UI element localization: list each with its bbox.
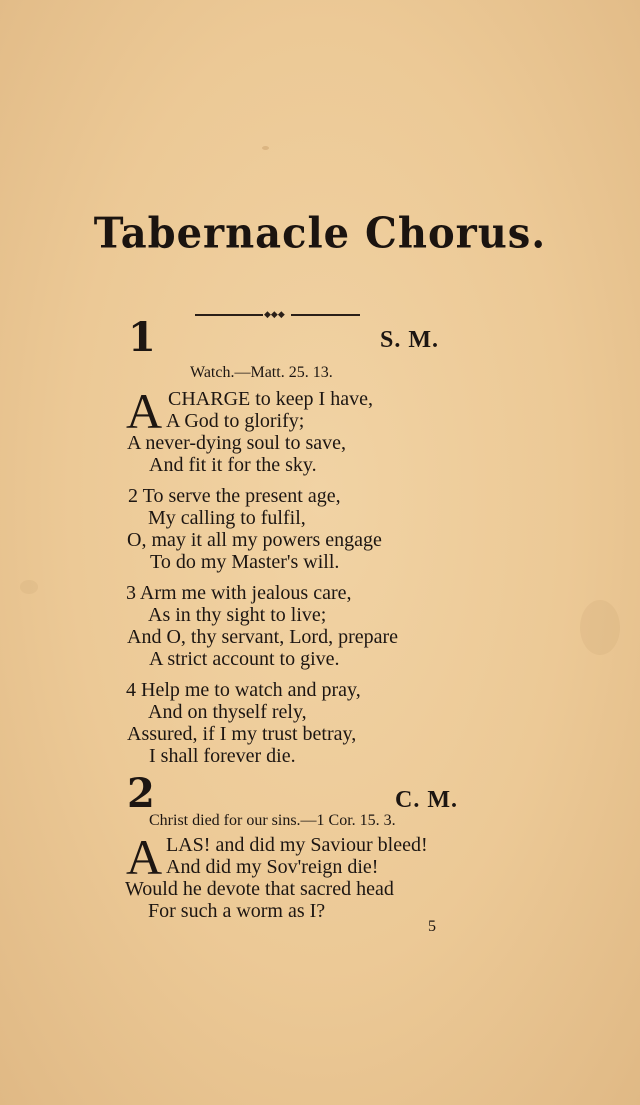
verse-line: I shall forever die. — [149, 745, 296, 767]
verse-line: A strict account to give. — [149, 648, 340, 670]
verse-line: To do my Master's will. — [150, 551, 340, 573]
hymn-number: 2 — [127, 770, 155, 817]
verse-line: As in thy sight to live; — [148, 604, 327, 626]
verse-line: And on thyself rely, — [148, 701, 307, 723]
drop-cap: A — [126, 383, 163, 439]
scripture-reference: Watch.—Matt. 25. 13. — [190, 364, 333, 381]
verse-line: And did my Sov'reign die! — [166, 856, 379, 878]
verse-line: And fit it for the sky. — [149, 454, 317, 476]
verse-line: 2 To serve the present age, — [128, 485, 341, 507]
verse-line: Assured, if I my trust betray, — [127, 723, 357, 745]
verse-line: 3 Arm me with jealous care, — [126, 582, 352, 604]
verse-line: LAS! and did my Saviour bleed! — [166, 834, 428, 856]
verse-line: A God to glorify; — [166, 410, 305, 432]
verse-line: And O, thy servant, Lord, prepare — [127, 626, 399, 648]
hymn-meter: C. M. — [395, 787, 458, 813]
verse-line: O, may it all my powers engage — [127, 529, 382, 551]
verse-line: For such a worm as I? — [148, 900, 326, 922]
hymn-number: 1 — [128, 314, 156, 361]
paper-stain — [580, 600, 620, 655]
verse-line: 4 Help me to watch and pray, — [126, 679, 361, 701]
page-title: Tabernacle Chorus. — [93, 208, 547, 259]
drop-cap: A — [126, 829, 163, 885]
page-number: 5 — [428, 918, 436, 935]
paper-stain — [20, 580, 38, 594]
verse-line: CHARGE to keep I have, — [168, 388, 373, 410]
ornamental-divider: ◆◆◆ — [195, 312, 360, 318]
verse-line: Would he devote that sacred head — [125, 878, 394, 900]
hymn-meter: S. M. — [380, 327, 439, 353]
verse-line: My calling to fulfil, — [148, 507, 306, 529]
verse-line: A never-dying soul to save, — [127, 432, 347, 454]
scripture-reference: Christ died for our sins.—1 Cor. 15. 3. — [149, 812, 396, 829]
paper-blemish — [262, 146, 269, 150]
